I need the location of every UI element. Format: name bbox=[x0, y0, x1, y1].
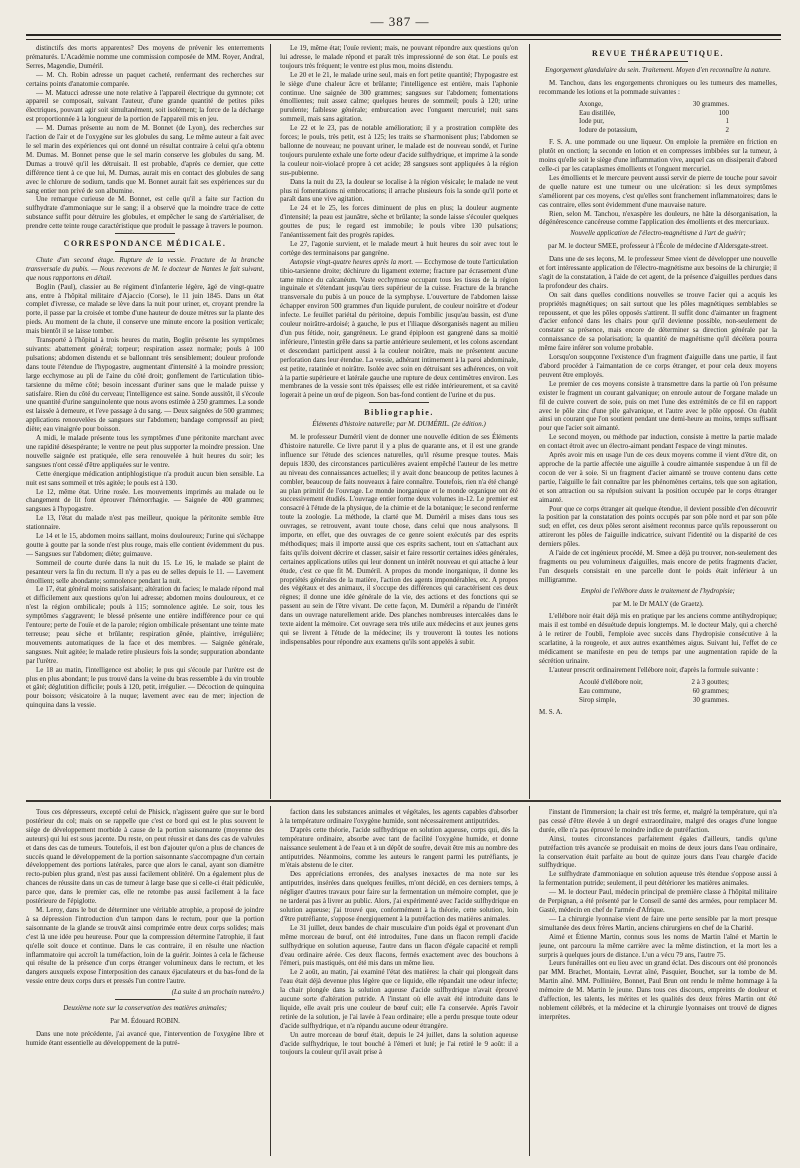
rule bbox=[115, 251, 175, 252]
case-heading: Chute d'un second étage. Rupture de la vessie. Fracture de la branche transversale du pubis. — Nous recevons de M. le docteur de Nantes le fait suivant, que nous rapportons en détail. bbox=[26, 255, 264, 282]
page-number: — 387 — bbox=[370, 14, 430, 29]
formula-line: Sirop simple, 30 grammes. bbox=[579, 695, 729, 704]
continuation-note: (La suite à un prochain numéro.) bbox=[171, 988, 264, 997]
paragraph: Ainsi, toutes circonstances parfaitement égales d'ailleurs, tandis qu'une putréfaction très avancée se produisait en moins de deux jours dans l'eau ordinaire, la conservation était parfaite au bout de quinze jours dans l'eau chargée d'acide sulfhydrique. bbox=[539, 834, 777, 870]
column-3 bbox=[539, 44, 777, 796]
column-divider bbox=[270, 806, 271, 1156]
paragraph: Le sulfhydrate d'ammoniaque en solution aqueuse très étendue s'oppose aussi à la fermentation putride; seulement, il peut détériorer les matières animales. bbox=[539, 870, 777, 888]
paragraph: Dans la nuit du 23, la douleur se localise à la région vésicale; le malade ne veut plus ni fomentations ni embrocations; il arrache plusieurs fois la sonde qu'il porte et paraît dans une vive agitation. bbox=[280, 177, 518, 204]
autopsy-heading: Autopsie vingt-quatre heures après la mort. bbox=[290, 257, 414, 266]
paragraph: L'ellébore noir était déjà mis en pratique par les anciens comme antihydropique; mais il est tombé en désuétude depuis longtemps. M. le docteur Maly, qui a cherché à le retirer de l'oubli, l'emploie avec succès dans l'hydropisie consécutive à la scarlatine, à la rougeole, et aux autres exanthèmes aigus. Suivant lui, l'effet de ce médicament se manifeste en peu de temps par une augmentation rapide de la sécrétion urinaire. bbox=[539, 612, 777, 665]
paragraph: Lorsqu'on soupçonne l'existence d'un fragment d'aiguille dans une partie, il faut d'abord procéder à l'aimantation de ce corps étranger, et pour cela deux moyens peuvent être employés. bbox=[539, 353, 777, 379]
article-byline: Par M. Édouard ROBIN. bbox=[110, 1016, 180, 1025]
prescription-formula bbox=[579, 100, 777, 136]
paragraph: D'après cette théorie, l'acide sulfhydrique en solution aqueuse, corps qui, dès la température ordinaire, absorbe avec tant de facilité l'oxygène humide, et donne naissance seulement à de l'eau et à un dépôt de soufre, devait être mis au nombre des antiputrides. Néanmoins, comme les auteurs le rangent parmi les putréfiants, je m'étais abstenu de le citer. bbox=[280, 825, 518, 870]
paragraph: Boglin (Paul), classier au 8e régiment d'infanterie légère, âgé de vingt-quatre ans, entre à l'hôpital militaire d'Ajaccio (Corse), le 11 juin 1845. Dans un état complet d'ivresse, ce malade se lève dans la nuit pour uriner, et, croyant prendre la porte, il passe par la croisée et tombe d'une hauteur de douze mètres sur la plante des pieds. Au moment de la chute, il conserve une minute encore la position verticale; mais bientôt il se laisse tomber. bbox=[26, 282, 264, 336]
paragraph: Le 27, l'agonie survient, et le malade meurt à huit heures du soir avec tout le cortège des terminaisons par gangrène. bbox=[280, 239, 518, 257]
column-1 bbox=[26, 44, 264, 796]
page-columns bbox=[26, 44, 781, 1156]
paragraph: Des appréciations erronées, des analyses inexactes de ma note sur les antiputrides, insérées dans quelques feuilles, m'ont décidé, en ces derniers temps, à négliger d'autres travaux pour faire sur la fermentation un mémoire complet, que je ne tarderai pas à livrer au public. Alors, j'ai expérimenté avec l'acide sulfhydrique en solution aqueuse; j'ai trouvé que, conformément à la théorie, cette solution, loin d'être putréfiante, s'oppose énergiquement à la putréfaction des matières animales. bbox=[280, 870, 518, 923]
book-title: Éléments d'histoire naturelle; par M. DUMÉRIL. (2e édition.) bbox=[312, 420, 486, 429]
paragraph: Le 2 août, au matin, j'ai examiné l'état des matières: la chair qui plongeait dans l'eau était déjà devenue plus légère que ce liquide, elle répandait une odeur infecte; la chair plongée dans la solution aqueuse d'acide sulfhydrique n'avait éprouvé aucune sorte d'altération putride. A l'instant où elle avait été introduite dans le liquide, elle avait pris une couleur de bœuf cuit; elle l'a conservée. Après l'avoir retirée de la solution, je l'ai lavée à l'eau ordinaire; elle a perdu presque toute odeur d'acide sulfhydrique, et n'a répandu aucune odeur étrangère. bbox=[280, 968, 518, 1030]
paragraph: M. Leroy, dans le but de déterminer une véritable atrophie, a proposé de joindre à sa dépression l'introduction d'un tampon dans le rectum, pour que la portion saisonnante de la glande se trouvât ainsi comprimée entre deux corps solides; mais c'est là une idée peu heureuse. Pour que la compression détermine l'atrophie, il faut qu'elle soit douce et continue. Dans le cas contraire, il en résulte une réaction inflammatoire qui accroît la tuméfaction, loin de la guérir. Jointes à cela le fâcheuse qui résulte de la présence d'un corps étranger volumineux dans le rectum, et les dangers auxquels expose l'interposition des canaux éjaculateurs et du bas-fond de la vessie entre deux corps durs et pressés l'un contre l'autre. bbox=[26, 905, 264, 986]
paragraph: Aimé et Étienne Martin, connus sous les noms de Martin l'aîné et Martin le jeune, ont parcouru la même carrière avec la même distinction, et la mort les a surpris à quelques jours de distance. L'un a vécu 79 ans, l'autre 75. bbox=[539, 932, 777, 959]
paragraph: Le 20 et le 21, le malade urine seul, mais en fort petite quantité; l'hypogastre est le siège d'une chaleur âcre et brûlante; l'intelligence est entière, mais l'aphonie continue. Une saignée de 300 grammes; sangsues sur l'abdomen; fomentations émollientes; nuit assez calme; quelques heures de sommeil; pouls à 120; urine purulente; faiblesse générale; emburcation avec l'onguent mercuriel; nuit sans sommeil, mais sans agitation. bbox=[280, 70, 518, 124]
paragraph: Sommeil de courte durée dans la nuit du 15. Le 16, le malade se plaint de pesanteur vers la fin du rectum. Il n'y a pas eu de selles depuis le 11. — Lavement émollient; selle abondante; somnolence pendant la nuit. bbox=[26, 558, 264, 585]
paragraph: Le premier de ces moyens consiste à transmettre dans la partie où l'on présume exister le fragment un courant galvanique; on enroule autour de l'organe malade un fil de cuivre couvert de soie, puis on met l'une des extrémités de ce fil en rapport avec le pôle zinc d'une pile galvanique, et l'autre avec le pôle opposé. On établit ainsi un courant que l'on soutient pendant une demi-heure au moins, temps suffisant pour que l'acier soit aimanté. bbox=[539, 379, 777, 433]
autopsy-text: — Ecchymose de toute l'articulation tibio-tarsienne droite; déchirure du ligament externe; fracture par écrasement d'une tame mince du calcanéum. Vaste ecchymose occupant tous les tissus de la région inguinale et s'étendant jusqu'au tiers supérieur de la cuisse. Fracture de la branche transversale du pubis à un pouce de la symphyse. L'ouverture de l'abdomen laisse échapper environ 500 grammes d'un liquide purulent, de couleur noirâtre et d'odeur infecte. Le feuillet pariétal du péritoine, depuis l'ombilic jusqu'au bassin, est d'une couleur noirâtre-ardoisé; à gauche, le pus et l'iliaque désorganisés nagent au milieu d'un pus fétide, noir, gangréneux. Le grand épiploon est gangrené dans sa moitié inférieure, l'intestin grêle dans sa partie antérieure seulement, et les colons ascendant et descendant participent aussi à la couleur noirâtre, mais ne présentent aucune perforation dans leur étendue. La vessie, adhérant intimement à la paroi abdominale, est petite, ratatinée et noirâtre. Isolée avec soin en détruisant ses adhérences, on voit à la partie supérieure et latérale gauche une rupture de deux centimètres environ. Les membranes de la vessie sont très épaisses; elle est ridée intérieurement, et sa cavité logerait à peine un œuf de pigeon. Son bas-fond contient de l'urine et du pus. bbox=[280, 257, 518, 400]
header-rule bbox=[26, 34, 781, 40]
article-byline: par M. le Dr MALY (de Graetz). bbox=[612, 599, 704, 608]
paragraph: l'instant de l'immersion; la chair est très ferme, et, malgré la température, qui n'a pas cessé d'être élevée à un degré extraordinaire, malgré des orages d'une longue durée, elle n'a pas éprouvé le moindre indice de putréfaction. bbox=[539, 808, 777, 834]
paragraph: On sait dans quelles conditions nouvelles se trouve l'acier qui a acquis les propriétés magnétiques; on sait surtout que les pôles magnétiques semblables se repoussent, et que les pôles opposés s'attirent. Il suffit donc d'aimanter un fragment d'acier enfoncé dans les chairs pour qu'il devienne possible, non-seulement de constater sa présence, mais encore de déterminer sa direction générale par la connaissance de sa polarisation; la quantité de magnétisme qu'il décèlera pourra même faire inférer son volume probable. bbox=[539, 290, 777, 353]
paragraph: Le 12, même état. Urine rosée. Les mouvements imprimés au malade ou le changement de lit font éprouver l'hémorrhagie. — Saignée de 400 grammes; sangsues à l'hypogastre. bbox=[26, 487, 264, 514]
formula-line: Acoulé d'ellébore noir, 2 à 3 gouttes; bbox=[579, 677, 729, 686]
formula-line: Iodure de potassium, 2 bbox=[579, 126, 729, 135]
paragraph: Dans une de ses leçons, M. le professeur Smee vient de développer une nouvelle et fort intéressante application de l'électro-magnétisme aux besoins de la chirurgie; il s'agit de la constatation, à l'aide de cet agent, de la présence d'aiguilles perdues dans la profondeur des chairs. bbox=[539, 255, 777, 290]
paragraph: — La chirurgie lyonnaise vient de faire une perte sensible par la mort presque simultanée des deux frères Martin, anciens chirurgiens en chef de la Charité. bbox=[539, 914, 777, 932]
paragraph: Le 17, état général moins satisfaisant; altération du facies; le malade répond mal et difficilement aux questions qu'on lui adresse; abdomen moins douloureux, et ce n'est la région ombilicale; pouls à 115; somnolence agitée. Le soir, tous les symptômes s'aggravent; le blessé présente une entière indifférence pour ce qui l'entoure; perte de l'ouïe et de la parole; région ombilicale présentant une teinte mate terreuse; peau sèche et brûlante; respiration gênée, plaintive, irrégulière; mouvements automatiques de la face et des membres. — Saignée générale, sangsues. Nuit agitée; le malade retire plusieurs fois la sonde; suppuration abondante par l'urètre. bbox=[26, 585, 264, 665]
paragraph: — M. le docteur Paul, médecin principal de première classe à l'hôpital militaire de Perpignan, a été présenté par le Conseil de santé des armées, pour remplacer M. Gasté, médecin en chef de l'armée d'Afrique. bbox=[539, 888, 777, 914]
column-divider bbox=[529, 806, 530, 1156]
section-heading-revue: REVUE THÉRAPEUTIQUE. bbox=[591, 49, 725, 58]
formula-line: Iode pur, 1 bbox=[579, 117, 729, 126]
paragraph: Transporté à l'hôpital à trois heures du matin, Boglin présente les symptômes suivants: abattement général; torpeur; respiration assez normale; pouls à 100 pulsations; abdomen distendu et se ballonnant très sensiblement; douleur profonde dans toute l'étendue de l'hypogastre, augmentant d'intensité à la moindre pression; large ecchymose au pli de l'aine du côté droit; gonflement de l'articulation tibio-tarsienne du même côté; besoin incessant d'uriner sans que le malade puisse y satisfaire. Rien du côté du cerveau; l'intelligence est saine. Sonde aussitôt, il s'écoule une quantité d'urine sanguinolente que nous avons estimée à 250 grammes. La sonde est laissée à demeure, et l'eve passage à du sang. — Deux saignées de 500 grammes; applications renouvelées de sangsues sur l'abdomen; bandage compressif au pied; diète; eau vinaigrée pour boisson. bbox=[26, 336, 264, 434]
article-byline: par M. le docteur SMEE, professeur à l'École de médecine d'Aldersgate-street. bbox=[547, 242, 769, 251]
column-divider bbox=[270, 44, 271, 799]
paragraph: Leurs funérailles ont eu lieu avec un grand éclat. Des discours ont été prononcés par MM. Brachet, Montain, Levrat aîné, Pasquier, Bouchet, sur la tombe de M. Martin aîné. MM. Pollinière, Bonnet, Paul Brun ont rendu le même hommage à la mémoire de M. Martin le jeune. Dans tous ces discours, empreints de douleur et d'affection, les talents, les mérites et les qualités des deux frères Martin ont été noblement célébrés, et la médecine et la chirurgie lyonnaises ont trouvé de dignes interprètes. bbox=[539, 959, 777, 1021]
paragraph: Tous ces dépresseurs, excepté celui de Phisick, n'agissent guère que sur le bord postérieur du col; mais on se rappelle que c'est ce bord qui est le plus souvent le siège de développement morbide à cause de la portion saisonnante (moyenne des auteurs) qui lui est sous jacente. Du reste, on peut réussir et dans des cas de valvules et dans des cas de tumeurs. Toutefois, il est bon d'ajouter qu'on a plus de chances de succès quand le développement de la portion saisonnante s'accompagne d'un certain développement des portions latérales, parce que alors le canal, ayant son diamètre recto-pubien plus grand, n'est pas aussi facilement oblitéré. On a également plus de chances de réussite dans un cas de tumeur à large base que si celle-ci était pédiculée, parce que, dans le premier cas, elle ne retombe pas aussi facilement à la face postérieure de l'épiglotte. bbox=[26, 808, 264, 906]
rule bbox=[115, 233, 175, 234]
paragraph: faction dans les substances animales et végétales, les agents capables d'absorber à la température ordinaire l'oxygène humide, sont nécessairement antiputrides. bbox=[280, 808, 518, 825]
paragraph: Le 24 et le 25, les forces diminuent de plus en plus; la douleur augmente d'intensité; la peau est jaunâtre, sèche et brûlante; la sonde laisse s'écouler quelques gouttes de pus; le regard est immobile; le pouls vibre 130 pulsations; l'anéantissement fait des progrès rapides. bbox=[280, 204, 518, 240]
paragraph: Dans une note précédente, j'ai avancé que, l'intervention de l'oxygène libre et humide étant essentielle au développement de la putré- bbox=[26, 1029, 264, 1047]
section-heading-correspondance: CORRESPONDANCE MÉDICALE. bbox=[63, 239, 227, 249]
paragraph: Le 18 au matin, l'intelligence est abolie; le pus qui s'écoule par l'urètre est de plus en plus abondant; le pus trouvé dans la veine du bras ressemble à du vin trouble et gâté; déglutition difficile; pouls à 120, petit, irrégulier. — Décoction de quinquina pour boisson; vésicatoire à la nuque; lavement avec eau de mer; injection de quinquina dans la vessie. bbox=[26, 665, 264, 710]
paragraph: Le 13, l'état du malade n'est pas meilleur, quoique la péritonite semble être stationnaire. bbox=[26, 514, 264, 532]
paragraph: — M. Ch. Robin adresse un paquet cacheté, renfermant des recherches sur certains points d'anatomie comparée. bbox=[26, 70, 264, 88]
article-title: Deuxième note sur la conservation des matières animales; bbox=[63, 1004, 227, 1013]
paragraph: Après avoir mis en usage l'un de ces deux moyens comme il vient d'être dit, on approche de la partie affectée une aiguille à coudre aimantée suspendue à un fil de cocon de ver à soie. Si un fragment d'acier aimanté se trouve contenu dans cette partie, l'aiguille le fait connaître par les phénomènes certains, tels que son agitation, et son attraction ou sa répulsion suivant la position occupée par le corps étranger aimanté. bbox=[539, 451, 777, 504]
paragraph: A l'aide de cet ingénieux procédé, M. Smee a déjà pu trouver, non-seulement des fragments ou peu volumineux d'aiguilles, mais encore de petits fragments d'acier, l'un desquels consistait en une parcelle dont le poids était inférieur à un milligramme. bbox=[539, 549, 777, 584]
paragraph: Les émollients et le mercure peuvent aussi servir de pierre de touche pour savoir de quelle nature est une tumeur ou une ulcération: si les deux symptômes s'améliorent par ces moyens, c'est qu'elles sont franchement inflammatoires; dans le cas contraire, elles sont évidemment d'une mauvaise nature. bbox=[539, 173, 777, 209]
article-title: Emploi de l'ellébore dans le traitement de l'hydropisie; bbox=[581, 586, 735, 595]
prescription-formula bbox=[579, 678, 777, 705]
paragraph: Le 19, même état; l'ouïe revient; mais, ne pouvant répondre aux questions qu'on lui adresse, le malade répond et paraît très impressionné de son état. Le pouls est toujours très fréquent; le ventre est plus mou, moins distendu. bbox=[280, 44, 518, 70]
paragraph: A midi, le malade présente tous les symptômes d'une péritonite marchant avec une rapidité désespérante; le ventre ne peut plus supporter la moindre pression. Une nouvelle saignée est pratiquée, elle sera renouvelée à huit heures du soir; les sangsues n'ont cessé d'être appliquées sur le ventre. bbox=[26, 434, 264, 469]
formula-line: Eau commune, 60 grammes; bbox=[579, 686, 729, 695]
paragraph: M. le professeur Duméril vient de donner une nouvelle édition de ses Éléments d'histoire naturelle. Ce livre parut il y a plus de quarante ans, et il est une grande influence sur l'étude des sciences naturelles, qu'il résume presque toutes. Mais depuis 1830, des circonstances particulières avaient empêché l'auteur de les mettre au niveau des connaissances actuelles; il y avait donc beaucoup de petites lacunes à combler, beaucoup de faits nouveaux à faire connaître. Toutefois, rien n'a été changé au plan primitif de l'ouvrage. Le monde inorganique et le monde organique ont été successivement étudiés. L'ouvrage entier forme deux volumes in-12. Le premier est consacré à l'étude de la physique, de la chimie et de la botanique; le second renferme toute la zoologie. La méthode, la clarté que M. Duméril a mises dans tous ses ouvrages, se retrouvent, avant toute chose, dans celui que nous analysons. Il importe, en effet, que des ouvrages de ce genre soient exécutés par des esprits méthodiques; mais il importe aussi que ces esprits sachent, tout en s'attachant aux faits qu'ils doivent décrire et classer, saisir et faire ressortir certaines idées générales, certaines applications utiles qui leur donnent un intérêt nouveau et qui attache à leur étude, c'est ce que fit M. Duméril. A propos du monde inorganique, il donne les propriétés générales de la matière, l'action des agents impondérables, etc. A propos des végétaux et des animaux, il s'occupe des différences qui caractérisent ces deux règnes; il donne une idée générale de la vie, des actions et des fonctions qui se passent au sein de l'être vivant. De cette façon, M. Duméril a répandu de l'intérêt dans un ouvrage naturellement aride. Des planches nombreuses intercalées dans le texte aident la mémoire. Cet ouvrage sera très utile aux médecins et aux jeunes gens qui se livrent à l'étude de la médecine; ils y trouveront là toutes les notions indispensables pour répondre aux examens qu'ils sont appelés à subir. bbox=[280, 433, 518, 646]
lower-column-1 bbox=[26, 808, 264, 1154]
paragraph: Rien, selon M. Tanchou, n'exaspère les douleurs, ne hâte la désorganisation, la dégénérescence cancéreuse comme l'application des émollients et des mercuriaux. bbox=[539, 209, 777, 227]
paragraph: — M. Dumas présente au nom de M. Bonnet (de Lyon), des recherches sur l'action de l'air et de l'oxygène sur les globules du sang. Le même auteur a fait avec le sel marin des expériences qui ont donné un résultat contraire à celui qu'a obtenu M. Dumas. M. Bonnet pense que le sel marin conserve les globules du sang. M. Dumas a trouvé qu'il les détruisait. Il est probable, d'après ce dernier, que cette différence tient à ce que lui, M. Dumas, aurait mis en contact des globules de sang avec le chlorure de sodium, tandis que M. Bonnet aurait fait ses expériences sur du sang entier non privé de son albumine. bbox=[26, 124, 264, 195]
autopsy-paragraph bbox=[280, 258, 518, 401]
paragraph: — M. Matucci adresse une note relative à l'appareil électrique du gymnote; cet appareil se composait, suivant l'auteur, d'une grande quantité de petites piles électriques, pouvant agir soit simultanément, soit isolément; la force de la décharge est proportionnée à la longueur de la portion de l'appareil mis en jeu. bbox=[26, 88, 264, 124]
section-divider bbox=[26, 800, 781, 802]
rule bbox=[115, 999, 175, 1000]
paragraph: L'auteur prescrit ordinairement l'ellébore noir, d'après la formule suivante : bbox=[549, 665, 759, 674]
paragraph: Un autre morceau de bœuf était, depuis le 24 juillet, dans la solution aqueuse d'acide sulfhydrique, le tout bouché à l'émeri et luté; je l'ai retiré le 9 août: il a toujours la couleur qu'il avait prise à bbox=[280, 1030, 518, 1057]
lower-column-3 bbox=[539, 808, 777, 1154]
formula-line: Axonge, 30 grammes. bbox=[579, 99, 729, 108]
paragraph: M. Tanchou, dans les engorgements chroniques ou les tumeurs des mamelles, recommande les lotions et la pommade suivantes : bbox=[539, 78, 777, 96]
paragraph: F. S. A. une pommade ou une liqueur. On emploie la première en friction en plutôt en onction; la seconde en lotion et en compresses imbibées sur la tumeur, à moins qu'elle soit le siège d'une inflammation vive, auquel cas on dissiperait d'abord celle-ci par les cataplasmes émollients et l'onguent mercuriel. bbox=[539, 138, 777, 173]
rule bbox=[628, 61, 688, 62]
lower-column-2 bbox=[280, 808, 518, 1154]
paragraph: Le second moyen, ou méthode par induction, consiste à mettre la partie malade en contact étroit avec un électro-aimant pendant l'espace de vingt minutes. bbox=[539, 433, 777, 451]
paragraph: Cette énergique médication antiphlogistique n'a produit aucun bien sensible. La nuit est sans sommeil et très agitée; le pouls est à 130. bbox=[26, 469, 264, 487]
article-title: Engorgement glandulaire du sein. Traitement. Moyen d'en reconnaître la nature. bbox=[545, 65, 771, 74]
paragraph: Une remarque curieuse de M. Bonnet, est celle qu'il a faite sur l'action du sulfhydrate d'ammoniaque sur le sang; il a observé que la moindre trace de cette substance suffit pour détruire les globules, et empêcher le sang de s'artérialiser, de prendre cette teinte rouge caractéristique que produit le passage à travers le poumon. bbox=[26, 195, 264, 231]
section-heading-bibliographie: Bibliographie. bbox=[364, 408, 434, 418]
column-divider bbox=[529, 44, 530, 799]
formula-tail: M. S. A. bbox=[539, 707, 563, 716]
paragraph: Le 22 et le 23, pas de notable amélioration; il y a prostration complète des forces; le pouls, très petit, est à 125; les traits se s'harmonisent plus; l'abdomen se ballonne de nouveau; ne pouvant uriner, le malade est de nouveau sondé, et l'urine toujours purulente exhale une forte odeur d'acide sulfhydrique, et imprime à la sonde la couleur noir-violacé propre à cet acide; 28 sangsues sont appliquées à la région sus-pubienne. bbox=[280, 124, 518, 177]
paragraph: distinctifs des morts apparentes? Des moyens de prévenir les enterrements prématurés. L'Académie nomme une commission composée de MM. Royer, Andral, Serres, Magendie, Duméril. bbox=[26, 44, 264, 70]
paragraph: Le 31 juillet, deux bandes de chair musculaire d'un poids égal et provenant d'un même morceau de bœuf, ont été introduites, l'une dans un flacon rempli d'acide sulfhydrique en solution aqueuse, l'autre dans un flacon d'égale capacité et rempli d'eau ordinaire aérée. Ces deux flacons, fermés exactement avec des bouchons à l'émeri, puis mastiqués, ont été mis dans un même lieu. bbox=[280, 923, 518, 968]
article-title: Nouvelle application de l'électro-magnétisme à l'art de guérir; bbox=[570, 229, 746, 238]
paragraph: Pour que ce corps étranger ait quelque étendue, il devient possible d'en découvrir la position par la constatation des points occupés par son pôle nord et par son pôle sud; en effet, ces deux pôles seront aisément reconnus parce qu'ils repousseront ou attireront les pôles de l'aiguille indicatrice, suivant l'identité ou la disparité de ces derniers pôles. bbox=[539, 504, 777, 549]
rule bbox=[369, 402, 429, 403]
column-2 bbox=[280, 44, 518, 796]
formula-line: Eau distillée, 100 bbox=[579, 108, 729, 117]
paragraph: Le 14 et le 15, abdomen moins saillant, moins douloureux; l'urine qui s'échappe goutte à goutte par la sonde n'est plus rouge, mais elle contient évidemment du pus. — Sangsues sur l'abdomen; diète; guimauve. bbox=[26, 532, 264, 558]
